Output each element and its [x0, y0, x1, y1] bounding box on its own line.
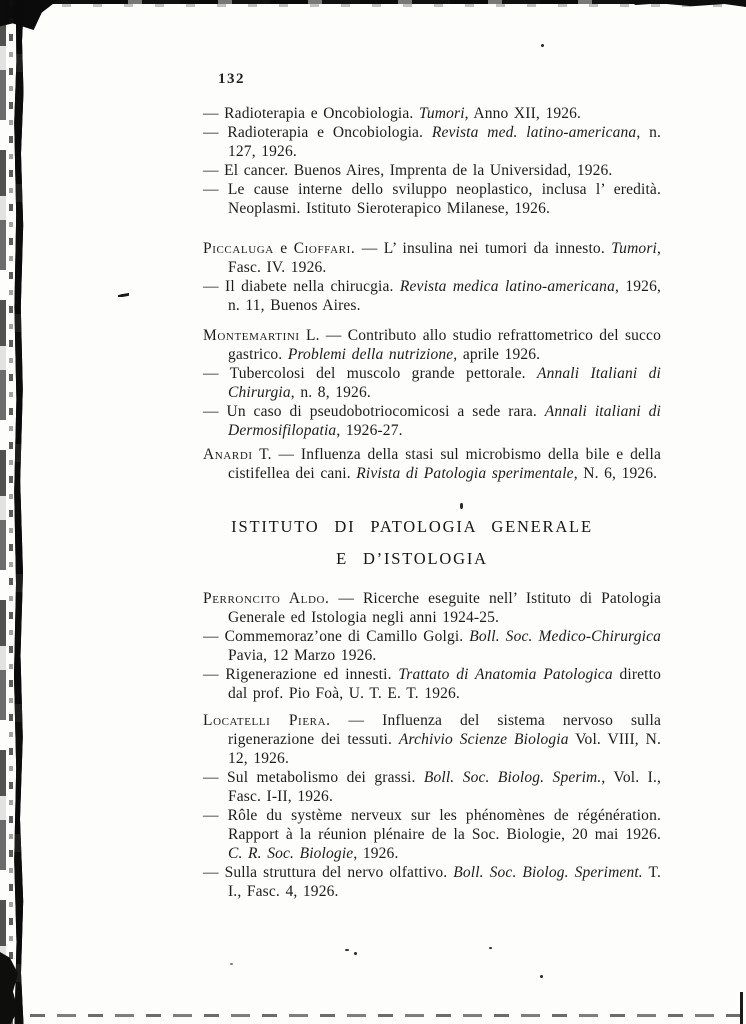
text-segment: — Sul metabolismo dei grassi.	[203, 769, 424, 786]
text-segment: , 1926-27.	[336, 422, 403, 439]
text-segment: , 1926, n. 11, Buenos Aires.	[228, 278, 661, 314]
text-segment: Revista med. latino-americana	[431, 124, 637, 141]
text-segment: Boll. Soc. Biolog. Sperim.	[423, 769, 602, 786]
bibliography-entry	[203, 589, 661, 627]
text-segment: Archivio Scienze Biologia	[398, 731, 569, 748]
text-segment: — Il diabete nella chirucgia.	[203, 278, 400, 295]
bibliography-group	[203, 326, 661, 440]
text-segment: Cioffari.	[293, 240, 356, 257]
bibliography-group	[203, 104, 661, 218]
text-segment: — Tubercolosi del muscolo grande pettorale.	[203, 365, 537, 382]
bibliography-group	[203, 711, 661, 901]
page-number: 132	[218, 71, 245, 87]
text-segment: Tumori	[418, 105, 465, 122]
bibliography-entry	[203, 326, 661, 364]
bibliography-entry	[203, 445, 661, 483]
bibliography-entry	[203, 806, 661, 863]
text-segment: Trattato di Anatomia Patologica	[398, 666, 613, 683]
text-segment: Annali italiani di Dermosifilopatia	[228, 403, 662, 439]
bibliography-entry	[203, 104, 661, 123]
text-segment: — Un caso di pseudobotriocomicosi a sede rara.	[203, 403, 545, 420]
bibliography-group	[203, 589, 661, 703]
bibliography-entry	[203, 768, 661, 806]
text-segment: , Anno XII, 1926.	[464, 105, 582, 122]
text-segment: Vol. VIII, N. 12, 1926.	[228, 731, 661, 767]
text-segment: , Fasc. IV. 1926.	[228, 240, 661, 276]
text-segment: — Radioterapia e Oncobiologia.	[203, 105, 419, 122]
text-segment: Tumori	[611, 240, 657, 257]
section-heading-line2: E D’ISTOLOGIA	[336, 549, 488, 568]
text-segment: Revista medica latino-americana	[399, 278, 615, 295]
text-segment: Perroncito Aldo.	[203, 590, 330, 607]
text-segment: — Commemoraz’one di Camillo Golgi.	[203, 628, 470, 645]
text-segment: Problemi della nutrizione	[287, 346, 454, 363]
text-segment: C. R. Soc. Biologie	[228, 845, 354, 862]
text-segment: , 1926.	[353, 845, 399, 862]
text-segment: L. — Contributo allo studio refrattometrico del succo gastrico.	[228, 327, 661, 363]
bibliography-entry	[203, 402, 661, 440]
text-segment: Rivista di Patologia sperimentale	[356, 465, 574, 482]
text-segment: — Le cause interne dello sviluppo neoplastico, inclusa l’ eredità. Neoplasmi. Istituto Sieroterapico Milanese, 1926.	[203, 181, 661, 217]
text-segment: , n. 8, 1926.	[290, 384, 371, 401]
bibliography-entry	[203, 364, 661, 402]
text-segment: , n. 127, 1926.	[228, 124, 662, 160]
section-heading-line1: ISTITUTO DI PATOLOGIA GENERALE	[231, 517, 593, 536]
pen-mark	[118, 293, 129, 297]
text-segment: T. I., Fasc. 4, 1926.	[228, 864, 661, 900]
text-segment: Montemartini	[203, 327, 300, 344]
binding-edge-line	[0, 0, 6, 1024]
bibliography-entry	[203, 123, 661, 161]
text-segment: Locatelli Piera.	[203, 712, 331, 729]
text-segment: diretto dal prof. Pio Foà, U. T. E. T. 1926.	[228, 666, 662, 702]
bibliography-entry	[203, 180, 661, 218]
text-segment: e	[273, 240, 294, 257]
scan-right-edge	[740, 992, 743, 1024]
binding-strip-fray	[9, 0, 13, 1024]
text-segment: , N. 6, 1926.	[573, 465, 658, 482]
text-segment: Piccaluga	[203, 240, 274, 257]
text-segment: Anardi	[203, 446, 253, 463]
bibliography-entry	[203, 665, 661, 703]
text-column	[203, 0, 661, 1024]
text-segment: Boll. Soc. Biolog. Speriment.	[453, 864, 643, 881]
text-segment: — El cancer. Buenos Aires, Imprenta de la Universidad, 1926.	[203, 162, 613, 179]
bibliography-entry	[203, 277, 661, 315]
binding-blob-bottom	[0, 952, 18, 1024]
text-segment: — Radioterapia e Oncobiologia.	[203, 124, 432, 141]
bibliography-group	[203, 239, 661, 315]
text-segment: Pavia, 12 Marzo 1926.	[228, 647, 377, 664]
text-segment: T. — Influenza della stasi sul microbismo della bile e della cistifellea dei cani.	[228, 446, 661, 482]
bibliography-entry	[203, 239, 661, 277]
text-segment: — L’ insulina nei tumori da innesto.	[355, 240, 612, 257]
bibliography-entry	[203, 711, 661, 768]
text-segment: Annali Italiani di Chirurgia	[228, 365, 661, 401]
text-segment: — Rigenerazione ed innesti.	[203, 666, 399, 683]
text-segment: — Sulla struttura del nervo olfattivo.	[203, 864, 454, 881]
text-segment: — Influenza del sistema nervoso sulla rigenerazione dei tessuti.	[228, 712, 661, 748]
bibliography-group	[203, 445, 661, 483]
text-segment: , aprile 1926.	[453, 346, 541, 363]
bibliography-entry	[203, 161, 661, 180]
text-segment: — Ricerche eseguite nell’ Istituto di Patologia Generale ed Istologia negli anni 1924-25.	[228, 590, 661, 626]
bibliography-entry	[203, 627, 661, 665]
binding-strip	[14, 0, 24, 1024]
text-segment: Boll. Soc. Medico-Chirurgica	[469, 628, 661, 645]
text-segment: — Rôle du système nerveux sur les phénomènes de régénération. Rapport à la réunion plénaire de la Soc. Biologie, 20 mai 1926.	[203, 807, 661, 843]
text-segment: , Vol. I., Fasc. I-II, 1926.	[228, 769, 661, 805]
bibliography-entry	[203, 863, 661, 901]
